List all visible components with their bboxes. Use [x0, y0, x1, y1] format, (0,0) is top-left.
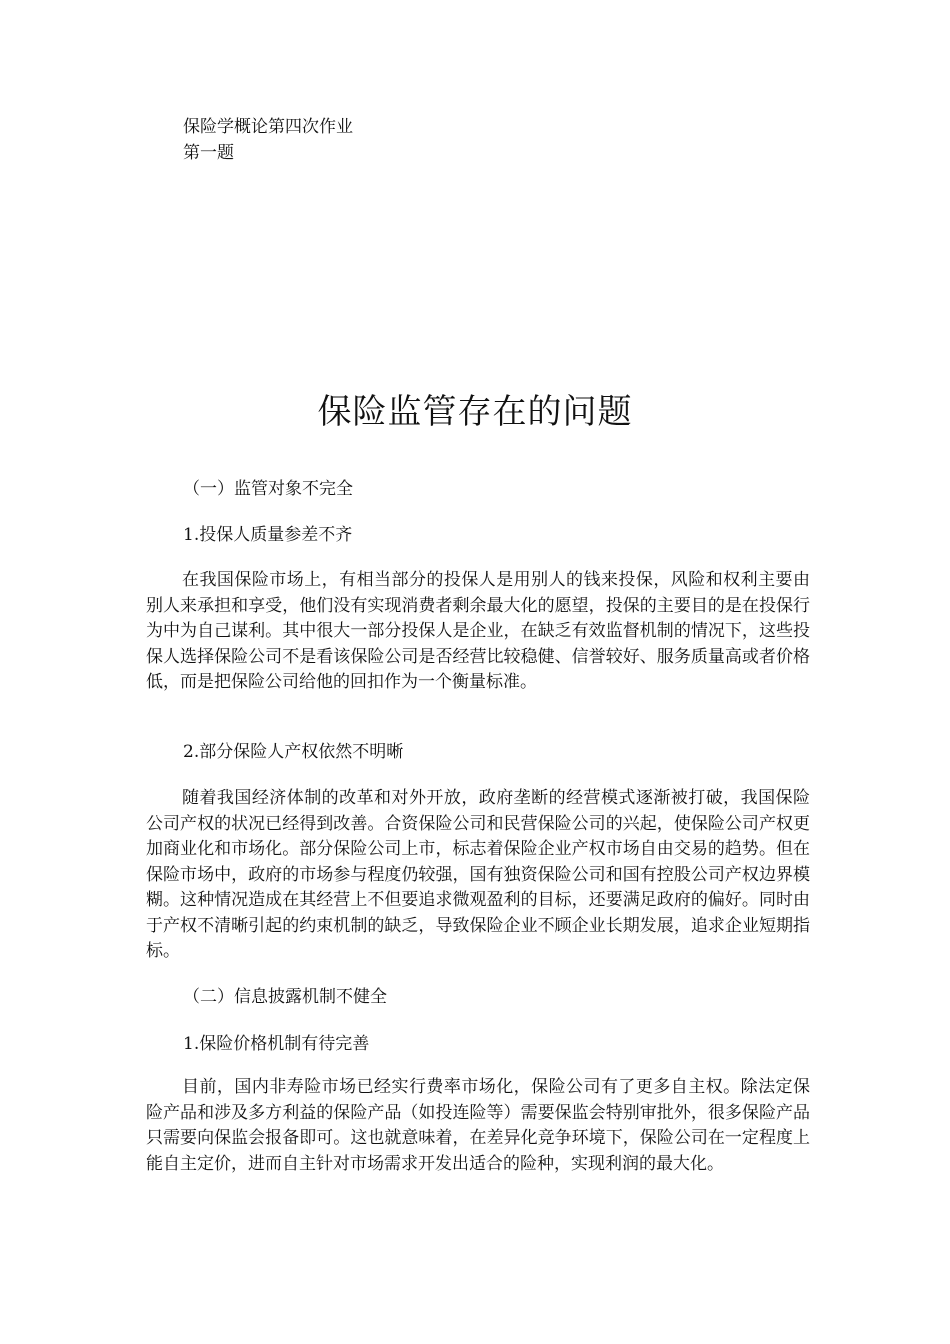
- section-heading-1: （一）监管对象不完全: [183, 479, 353, 499]
- question-label: 第一题: [183, 143, 234, 163]
- section-heading-2: （二）信息披露机制不健全: [183, 987, 387, 1007]
- document-title: 保险监管存在的问题: [317, 392, 633, 432]
- subsection-heading-1-2: 2.部分保险人产权依然不明晰: [183, 742, 404, 762]
- paragraph-2-1: 目前，国内非寿险市场已经实行费率市场化，保险公司有了更多自主权。除法定保险产品和涉及多方利益的保险产品（如投连险等）需要保监会特别审批外，很多保险产品只需要向保监会报备即可。这也就意味着，在差异化竞争环境下，保险公司在一定程度上能自主定价，进而自主针对市场需求开发出适合的险种，实现利润的最大化。: [146, 1077, 810, 1174]
- subsection-heading-1-1: 1.投保人质量参差不齐: [183, 525, 353, 545]
- course-title: 保险学概论第四次作业: [183, 117, 353, 137]
- paragraph-1-2: 随着我国经济体制的改革和对外开放，政府垄断的经营模式逐渐被打破，我国保险公司产权的状况已经得到改善。合资保险公司和民营保险公司的兴起，使保险公司产权更加商业化和市场化。部分保险公司上市，标志着保险企业产权市场自由交易的趋势。但在保险市场中，政府的市场参与程度仍较强，国有独资保险公司和国有控股公司产权边界模糊。这种情况造成在其经营上不但要追求微观盈利的目标，还要满足政府的偏好。同时由于产权不清晰引起的约束机制的缺乏，导致保险企业不顾企业长期发展，追求企业短期指标。: [146, 788, 810, 961]
- subsection-heading-2-1: 1.保险价格机制有待完善: [183, 1034, 370, 1054]
- paragraph-1-1: 在我国保险市场上，有相当部分的投保人是用别人的钱来投保，风险和权利主要由别人来承担和享受，他们没有实现消费者剩余最大化的愿望，投保的主要目的是在投保行为中为自己谋利。其中很大一部分投保人是企业，在缺乏有效监督机制的情况下，这些投保人选择保险公司不是看该保险公司是否经营比较稳健、信誉较好、服务质量高或者价格低，而是把保险公司给他的回扣作为一个衡量标准。: [146, 570, 810, 692]
